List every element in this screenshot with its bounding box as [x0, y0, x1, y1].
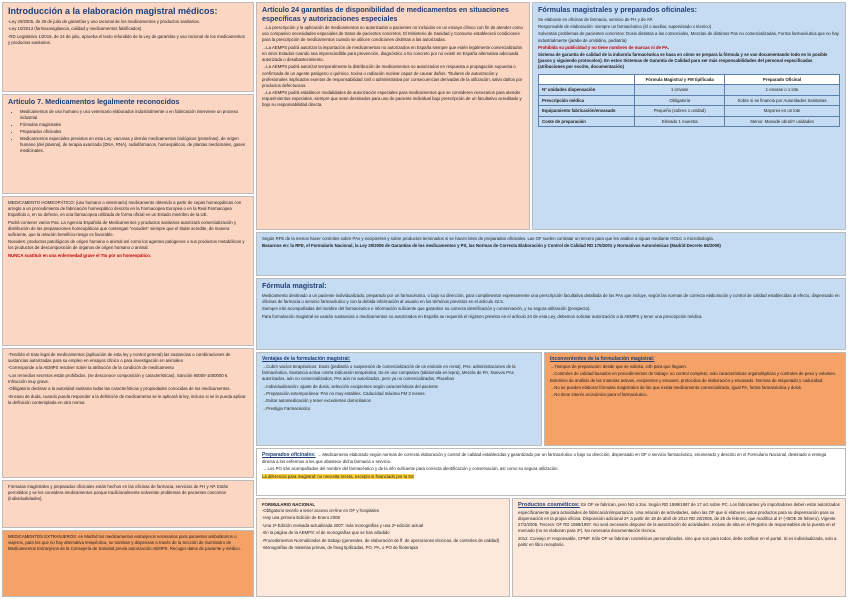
homeopathic-box — [2, 196, 254, 346]
list-item: • Fórmulas magistrales — [20, 122, 248, 128]
foreign-meds-box — [2, 530, 254, 597]
table-cell: 1 envase o 1 lote — [725, 85, 840, 96]
homeo-warning: NUNCA sustituir en una enfermedad grave el Tto por un homeopático. — [8, 252, 152, 258]
table-cell: Coste de preparación — [539, 116, 635, 127]
foreign-text: MEDICAMENTOS EXTRANJEROS: en Madrid los medicamentos extranjeros necesarios para pacientes ambulatorios o viajeros, para los que no hay alternativa terapéutica, se tramitan y dispensan a través de la Sección de Suministro de Medicamentos Extranjeros de la Consejería de Sanidad previa autorización AEMPS. Recoger datos de paciente y médico. — [8, 534, 241, 552]
table-cell: Menor. Manode obra/nº unidades — [725, 116, 840, 127]
legal-line: -Corresponde a la AEMPS resolver sobre la atribución de la condición de medicamento — [8, 365, 174, 371]
fm-oficinales-box — [532, 2, 846, 230]
table-cell: Prescripción médica — [539, 95, 635, 106]
art24-title: Artículo 24 garantías de disponibilidad de medicamentos en situaciones específicas y autorizaciones especiales — [262, 5, 509, 23]
fm-po-summary-box — [2, 480, 254, 528]
cosmetics-box — [512, 498, 846, 597]
art24-box — [256, 2, 530, 230]
table-cell: Mayores en un lote — [725, 106, 840, 117]
legal-line: -Obligatorio declarar a la autoridad sanitaria todas las características y propiedades conocidas de los medicamentos. — [8, 386, 231, 392]
fm-def-paragraph: Para formulación magistral se usarán sustancias o medicamentos no autorizados en España se requerirá el régimen previsto en el artículo 24 de esta Ley, debemos solicitar autorización a la AEMPS y tener una prescripción médica. — [262, 313, 703, 319]
homeo-paragraph: MEDICAMENTO HOMEOPÁTICO: (uso humano o veterinario) medicamento obtenido a partir de cepas homeopáticas con arreglo a un procedimiento de fabricación homeopático descrito en la Farmacopea Europea o en la Real Farmacopea Española o, en su defecto, en una farmacopea utilizada de forma oficial en un Estado miembro de la UE. — [8, 200, 242, 218]
art7-list — [8, 109, 248, 155]
intro-line: -Ley 10/2013 (farmacovigilancia, calidad y medicamentos falsificados) — [8, 26, 142, 32]
fm-def-paragraph: Medicamento destinado a un paciente individualizado, preparado por un farmacéutico, o bajo su dirección, para cumplimentar expresamente una prescripción facultativa detallada de los PAs que incluye, según las normas de correcta elaboración y control de calidad establecidas al efecto, dispensado en oficinas de farmacia o servicio farmacéutico y con la debida información al usuario en los términos previstos en el artículo 42.5. — [262, 292, 840, 304]
table-cell: Nº unidades dispensación — [539, 85, 635, 96]
po-line: Preparados oficinales: → Medicamento elaborado según normas de correcta elaboración y control de calidad establecidas y garantizado por un farmacéutico o bajo su dirección, dispensado en OF o servicio farmacéutico, enumerado y descrito en el Formulario Nacional, destinado a entrega directa a los enfermos a los que abastece dicha farmacia o servicio. — [262, 452, 827, 465]
list-item: • Medicamentos especiales previstos en esta Ley: vacunas y demás medicamentos biológicos (proteínas), de origen humano (del plasma), de terapia avanzada (DNA, RNA), radiofármacos, homeopáticos, de plantas medicinales, gases medicinales. — [20, 136, 248, 154]
fm-def-paragraph: Siempre irán acompañadas del nombre del farmacéutico e información suficiente que garantice su correcta identificación y conservación, y su segura utilización (prospecto). — [262, 306, 591, 312]
intro-line: -RD Legislativo 1/2015, de 24 de julio, aprueba el texto refundido de la Ley de garantías y uso racional de los medicamentos y productos sanitarios. — [8, 33, 245, 45]
art7-box — [2, 94, 254, 194]
table-cell: Sobre si se financia por Autoridades Sanitarias — [725, 95, 840, 106]
disadvantage-item: →Controles de calidad basados en procedimientos de trabajo: no control completo, solo características organolépticas y controles de peso y volumen. Boletines de análisis de las materias activas, excipientes y envases, protocolos de elaboración y envasado. Normas de etiquetado y caducidad. — [550, 371, 837, 383]
fn-line: -Obligatorio tenerlo a tener acceso on-line en OF y hospitales — [262, 508, 380, 514]
table-cell: Equipamiento fabricación/envasado — [539, 106, 635, 117]
disadvantage-item: →No se pueden elaborar fórmulas magistrales de las que exista medicamento comercializado, igual PA, forma farmacéutica y dosis. — [550, 384, 803, 390]
po-difference: La diferencia para magistral: no necesita receta, excepto si financiado por la SS — [262, 473, 414, 479]
fm-paragraph: Se elaboran en oficinas de farmacia, servicio de FH y de AP. — [538, 16, 654, 22]
fn-line: -Monografías de materias primas, de fmag tipificadas, PO, PA, o PO de fitoterapia — [262, 545, 418, 551]
table-row — [539, 106, 840, 117]
legal-line: -Encaso de duda, cuando pueda responder a la definición de medicamento se le aplicará la ley, incluso si se le pueda aplicar la definición contemplada en otra norma — [8, 393, 246, 405]
disadvantages-box — [544, 352, 846, 446]
rfe-box — [256, 232, 846, 276]
intro-line: -Ley 29/2006, de 26 de julio de garantías y uso racional de los medicamentos y productos sanitarios. — [8, 18, 200, 24]
advantage-item: →Prestigio Farmacéutico — [262, 405, 311, 411]
advantages-box — [256, 352, 542, 446]
comparison-table — [538, 74, 840, 128]
legal-treatment-box — [2, 348, 254, 478]
advantages-title: Ventajas de la formulación magistral: — [262, 356, 351, 362]
fm-definition-box — [256, 278, 846, 350]
disadvantages-title: Inconvenientes de la formulación magistral: — [550, 356, 655, 362]
summary-text: Fórmulas magistrales y preparados oficinales están hechos en las oficinas de farmacia, servicios de FH y AP. Están permitidos y se los considera medicamentos porque tradicionalmente solventan problemas de pacientes concretos (individualidades). — [8, 484, 229, 502]
list-item: • Preparados oficinales — [20, 129, 248, 135]
homeo-paragraph: Podrá contener varios Pas. La Agencia Española de Medicamentos y productos sanitarios autorizará comercialización y distribución de las preparaciones homeopáticas que contengan "nosodes" siempre que el titular acredite, de manera suficiente, que la relación beneficio-riesgo es favorable. — [8, 219, 237, 237]
fn-line: -Procedimientos Normalizados de trabajo (generales, de elaboración de ff. de operaciones técnicas, de controles de calidad) — [262, 537, 500, 543]
homeo-paragraph: Nosodes: productos patológicos de origen humano o animal así como los agentes patógenos o sus productos metabólicos y los productos de descomposición de órganos de origen humano o animal. — [8, 239, 245, 251]
fm-paragraph: Solventan problemas de pacientes concretos: Dosis distintas a las comerciales, Mezclas de distintos Pas no comercializadas, Forma farmacéutica que no hay industrialmente (jarabe de omitidino, pediatría) — [538, 31, 839, 43]
art24-item: →La AEMPS podrá autorizar la importación de medicamentos no autorizados en España siempre que estén legalmente comercializados en otros Estados cuando sea imprescindible para prevención, diagnóstico o tto concreto por no existir en España alternativa adecuada autorizada o desabastecimiento. — [262, 44, 523, 63]
official-preparations-box — [256, 448, 846, 496]
art24-item: →La AEMPS podrá establecer modalidades de autorización especiales para medicamentos que se consideren necesarios para atender requerimientos especiales, siempre que sean destinados para uso de paciente individual bajo prescripción de un facultativo acreditado y bajo su responsabilidad directa. — [262, 90, 522, 108]
table-cell: 1 envase — [635, 85, 725, 96]
advantage-item: →Preparación extemporánea: PAs no muy estables. Caducidad máxima FM 3 meses. — [262, 391, 426, 397]
national-formulary-box — [256, 498, 510, 597]
table-row — [539, 116, 840, 127]
intro-title: Introducción a la elaboración magistral médicos: — [8, 6, 218, 16]
fn-line: -En la página de la AEMPS: el de monografías que se han añadido — [262, 530, 390, 536]
art24-item: →La AEMPS podrá autorizar temporalmente la distribución de medicamentos no autorizados en respuesta a propagación supuesta o confirmada de un agente patógeno o químico, toxina o radiación nuclear capaz de causar daños. Titulares de autorización y profesionales implicados exentos de responsabilidad civil o administrativa por consecuencias derivadas de la utilización, salvo daños por productos defectuosos. — [262, 64, 523, 88]
rfe-line: Según RFE de la menos hacer controles sobre PAs y excipientes y sobre productos terminados si se hacen lotes de preparados oficinales. Las OF suelen contratar un tercero para que les analice a riguas mediante HOLC o microbiología. — [262, 236, 714, 241]
legal-line: -Los remedios secretos están prohibidos. (se desconoce composición y características). Sanción 90000-1000000 €. Infracción muy grave. — [8, 372, 229, 384]
cosmetics-text: Productos cosméticos: En OF se fabrican, pero NO a 3os. Según RD 1599/1997 de 17 oct sobre PC. Los fabricantes y/o importadores deben estar autorizados específicamente para actividades de fabricación/importación. Una relación de actividades, salvo las OF que sí elaboren estos productos para su dispensación para su dispensación en la propia oficina. Disposición adicional 2ª: a partir de 18 de abril de 2014 RD 20/2005, de 25 de febrero, que modifica al 1º (+BOE 26 febrero). Vigente 27/2/2005. Tercera: OF RD 1599/1997. No será necesario disponer de la autorización de actividades. Incluse de alta en el Registro de responsables de la puesta en el mercado (no se elaboran para 3º). No necesaria documentación técnica. — [518, 502, 840, 534]
national-formulary-title: FORMULARIO NACIONAL — [262, 502, 315, 507]
table-cell: Obligatoria — [635, 95, 725, 106]
table-header: Preparado Oficinal — [725, 74, 840, 85]
table-cell: Elevado 1 muestra — [635, 116, 725, 127]
table-cell: Pequeño (sobres 1 unidad) — [635, 106, 725, 117]
table-header — [539, 74, 635, 85]
table-header: Fórmula Magistral y FM tipificada — [635, 74, 725, 85]
disadvantage-item: →No tiene interés económico para el farmacéutico. — [550, 392, 648, 398]
disadvantage-item: →Tiempos de preparación: desde que se solicita, 24h para que lleguen. — [550, 364, 687, 370]
fm-paragraph: Responsable de elaboración: siempre un farmacéutico (él o auxiliar, supervisado x técnico) — [538, 24, 712, 30]
advantage-item: →Individualización: ajuste de dosis, selección excipientes según características del paciente — [262, 383, 439, 389]
advantage-item: →Cubrir vacíos terapéuticos: Dosis (pediatría o suspensión de comercialización de un endosis en renta), PAs: administraciones de la farmacéutica, Sustancia activa contra indicación terapéutica, tto en uso compasivo (talidomida en lepra), Mezcla de PA, Nuevos PAs autorizados, aún no comercializados, PAs aún no autorizados, pero ya no comercializados, Placebos — [262, 364, 516, 382]
table-row — [539, 85, 840, 96]
list-item: • Medicamentos de uso humano y uso veterinario elaborados industrialmente o en fabricación interviene un proceso industrial — [20, 109, 248, 121]
po-line: → Los PO irán acompañados del nombre del farmacéutico y de la info suficiente para correcta identificación y conservación, así como su segura utilización. — [262, 466, 559, 472]
advantage-item: →Evitar automedicación y tener excedentes domiciliarios — [262, 398, 371, 404]
intro-box — [2, 2, 254, 92]
fm-definition-title: Fórmula magistral: — [262, 281, 327, 290]
fm-oficinales-title: Fórmulas magistrales y preparados oficinales: — [538, 5, 697, 14]
fn-line: -Una 2ª Edición revisada-actualizada 2007: más monografías y una 2ª edición actual — [262, 522, 424, 528]
fm-paragraph: Prohibida su publicidad y no tiene nombres de marcas ni de PA. — [538, 44, 670, 50]
fn-line: -Hay una primera Edición de Enero 2008 — [262, 515, 340, 521]
art7-title: Artículo 7. Medicamentos legalmente reconocidos — [8, 97, 180, 106]
table-header-row — [539, 74, 840, 85]
legal-line: -Tendrán el trato legal de medicamentos (aplicación de esta ley y control general) las sustancias o combinaciones de sustancias autorizadas para su empleo en ensayos clínico o para investigación en animales — [8, 352, 231, 364]
cosmetics-text: 2012. Consejo nº responsable, CPNP. Sólo OF se fabrican cosméticos personalizados, sino que son para todos, debe notificar en el portal. Si es individualizada, solo a partir en libro receptario. — [518, 535, 837, 547]
fm-paragraph: Sistema de garantía de calidad de la industria farmacéutica se basa en cómo se prepara la fórmula y se van documentando todo en lo posible (pasos y siguiendo protocolos). En estos Sistemas de Garantía de Calidad para ser más responsabilidades del personal especificadas (atribuciones por escrito, documentación) — [538, 52, 828, 70]
art24-item: →La prescripción y la aplicación de medicamentos no autorizados a pacientes no incluidos en un ensayo clínico con fin de atender como uso compasivo necesidades especiales de tratos de pacientes concretos. El Ministerio de Sanidad y Consumo establecerá condiciones para la prescripción de medicamentos cuando se utilicen condiciones distintas a las autorizadas. — [262, 25, 523, 43]
table-row — [539, 95, 840, 106]
rfe-line: Basarnos en: la RFE, el Formulario Nacional, la Ley 29/2006 de Garantías de los medicamentos y PS, las Normas de Correcta Elaboración y Control de Calidad RD 175/2001 y Normativas Autonómicas (Madrid Decreto 65/2009) — [262, 243, 721, 249]
